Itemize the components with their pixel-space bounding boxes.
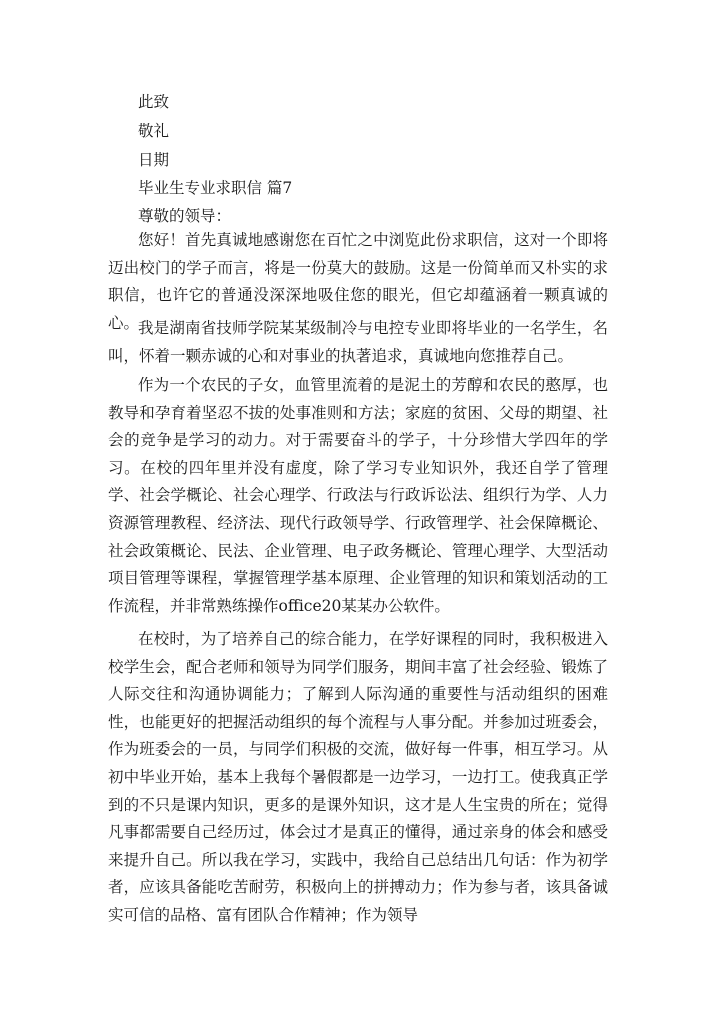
paragraph-background: 作为一个农民的子女，血管里流着的是泥土的芳醇和农民的憨厚，也教导和孕育着坚忍不拔的处事准则和方法；家庭的贫困、父母的期望、社会的竞争是学习的动力。对于需要奋斗的学子，十分珍惜大学四年的学习。在校的四年里并没有虚度，除了学习专业知识外，我还自学了管理学、社会学概论、社会心理学、行政法与行政诉讼法、组织行为学、人力资源管理教程、经济法、现代行政领导学、行政管理学、社会保障概论、社会政策概论、民法、企业管理、电子政务概论、管理心理学、大型活动项目管理等课程，掌握管理学基本原理、企业管理的知识和策划活动的工作流程，并非常熟练操作office20某某办公软件。 <box>108 376 608 615</box>
paragraph-greeting: 您好！首先真诚地感谢您在百忙之中浏览此份求职信，这对一个即将迈出校门的学子而言，将是一份莫大的鼓励。这是一份简单而又朴实的求职信，也许它的普通没深深地吸住您的眼光，但它却蕴涵着一颗真诚的心。 <box>108 231 608 332</box>
closing-line-date: 日期 <box>138 151 170 169</box>
closing-line-jingli: 敬礼 <box>138 122 170 140</box>
paragraph-introduction: 我是湖南省技师学院某某级制冷与电控专业即将毕业的一名学生，名叫，怀着一颗赤诚的心和对事业的执著追求，真诚地向您推荐自己。 <box>108 319 608 365</box>
section-title: 毕业生专业求职信 篇7 <box>138 179 293 197</box>
closing-line-cizhi: 此致 <box>138 93 170 111</box>
salutation: 尊敬的领导： <box>138 207 232 225</box>
paragraph-school-experience: 在校时，为了培养自己的综合能力，在学好课程的同时，我积极进入校学生会，配合老师和领导为同学们服务，期间丰富了社会经验、锻炼了人际交往和沟通协调能力；了解到人际沟通的重要性与活动组织的困难性，也能更好的把握活动组织的每个流程与人事分配。并参加过班委会，作为班委会的一员，与同学们积极的交流，做好每一件事，相互学习。从初中毕业开始，基本上我每个暑假都是一边学习，一边打工。使我真正学到的不只是课内知识，更多的是课外知识，这才是人生宝贵的所在；觉得凡事都需要自己经历过，体会过才是真正的懂得，通过亲身的体会和感受来提升自己。所以我在学习，实践中，我给自己总结出几句话：作为初学者，应该具备能吃苦耐劳，积极向上的拼搏动力；作为参与者，该具备诚实可信的品格、富有团队合作精神；作为领导 <box>108 630 608 924</box>
